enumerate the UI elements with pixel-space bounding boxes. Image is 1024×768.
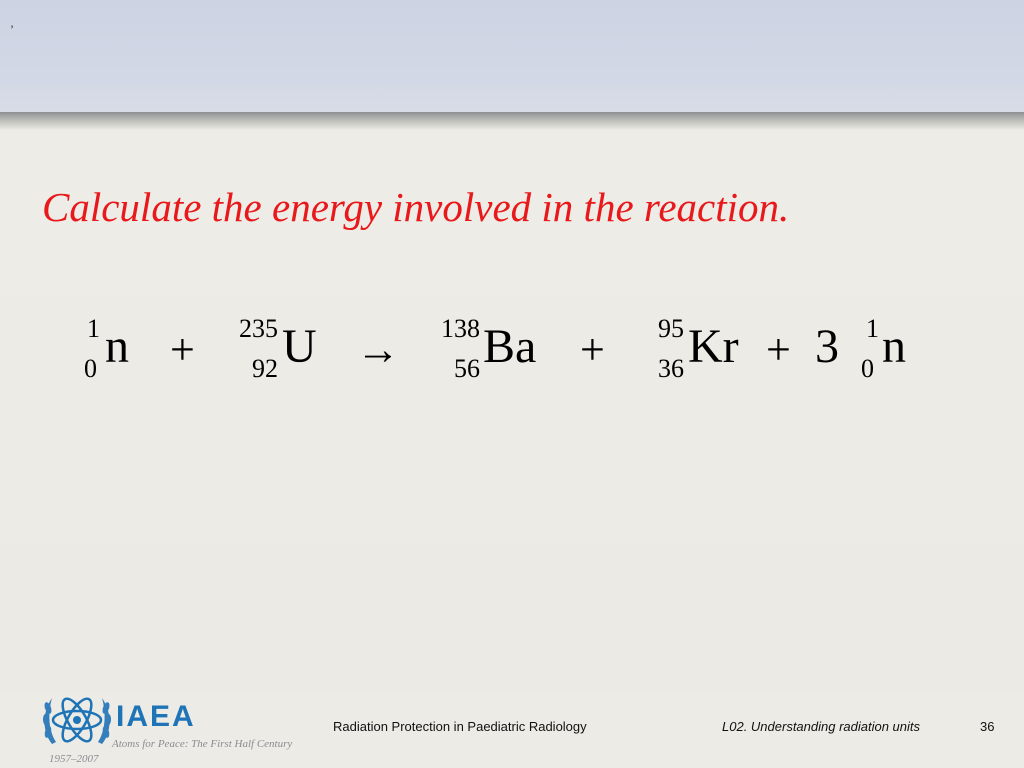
plus-operator: + xyxy=(170,325,195,374)
krypton-mass-number: 95 xyxy=(658,314,684,343)
barium-atomic-number: 56 xyxy=(454,354,480,383)
barium-symbol: Ba xyxy=(483,320,537,373)
neutron-symbol: n xyxy=(882,320,906,373)
corner-mark: ’ xyxy=(10,22,14,36)
barium-mass-number: 138 xyxy=(441,314,480,343)
krypton-atomic-number: 36 xyxy=(658,354,684,383)
footer-course-title: Radiation Protection in Paediatric Radiology xyxy=(333,719,587,734)
plus-operator: + xyxy=(580,325,605,374)
neutron-atomic-number: 0 xyxy=(861,354,874,383)
logo-tagline: Atoms for Peace: The First Half Century xyxy=(112,738,293,750)
neutron-coefficient: 3 xyxy=(815,320,839,373)
footer-lecture-title: L02. Understanding radiation units xyxy=(722,719,921,734)
krypton-symbol: Kr xyxy=(688,320,739,373)
uranium-atomic-number: 92 xyxy=(252,354,278,383)
header-shadow xyxy=(0,112,1024,130)
iaea-logo-text: IAEA xyxy=(116,700,196,733)
neutron-mass-number: 1 xyxy=(87,314,100,343)
neutron-mass-number: 1 xyxy=(866,314,879,343)
plus-operator: + xyxy=(766,325,791,374)
header-band xyxy=(0,0,1024,112)
slide-question: Calculate the energy involved in the reaction. xyxy=(42,184,790,230)
neutron-atomic-number: 0 xyxy=(84,354,97,383)
logo-years: 1957–2007 xyxy=(49,753,99,765)
reaction-arrow: → xyxy=(356,325,400,374)
uranium-mass-number: 235 xyxy=(239,314,278,343)
neutron-symbol: n xyxy=(105,320,129,373)
footer-page-number: 36 xyxy=(980,719,995,734)
uranium-symbol: U xyxy=(282,320,317,373)
